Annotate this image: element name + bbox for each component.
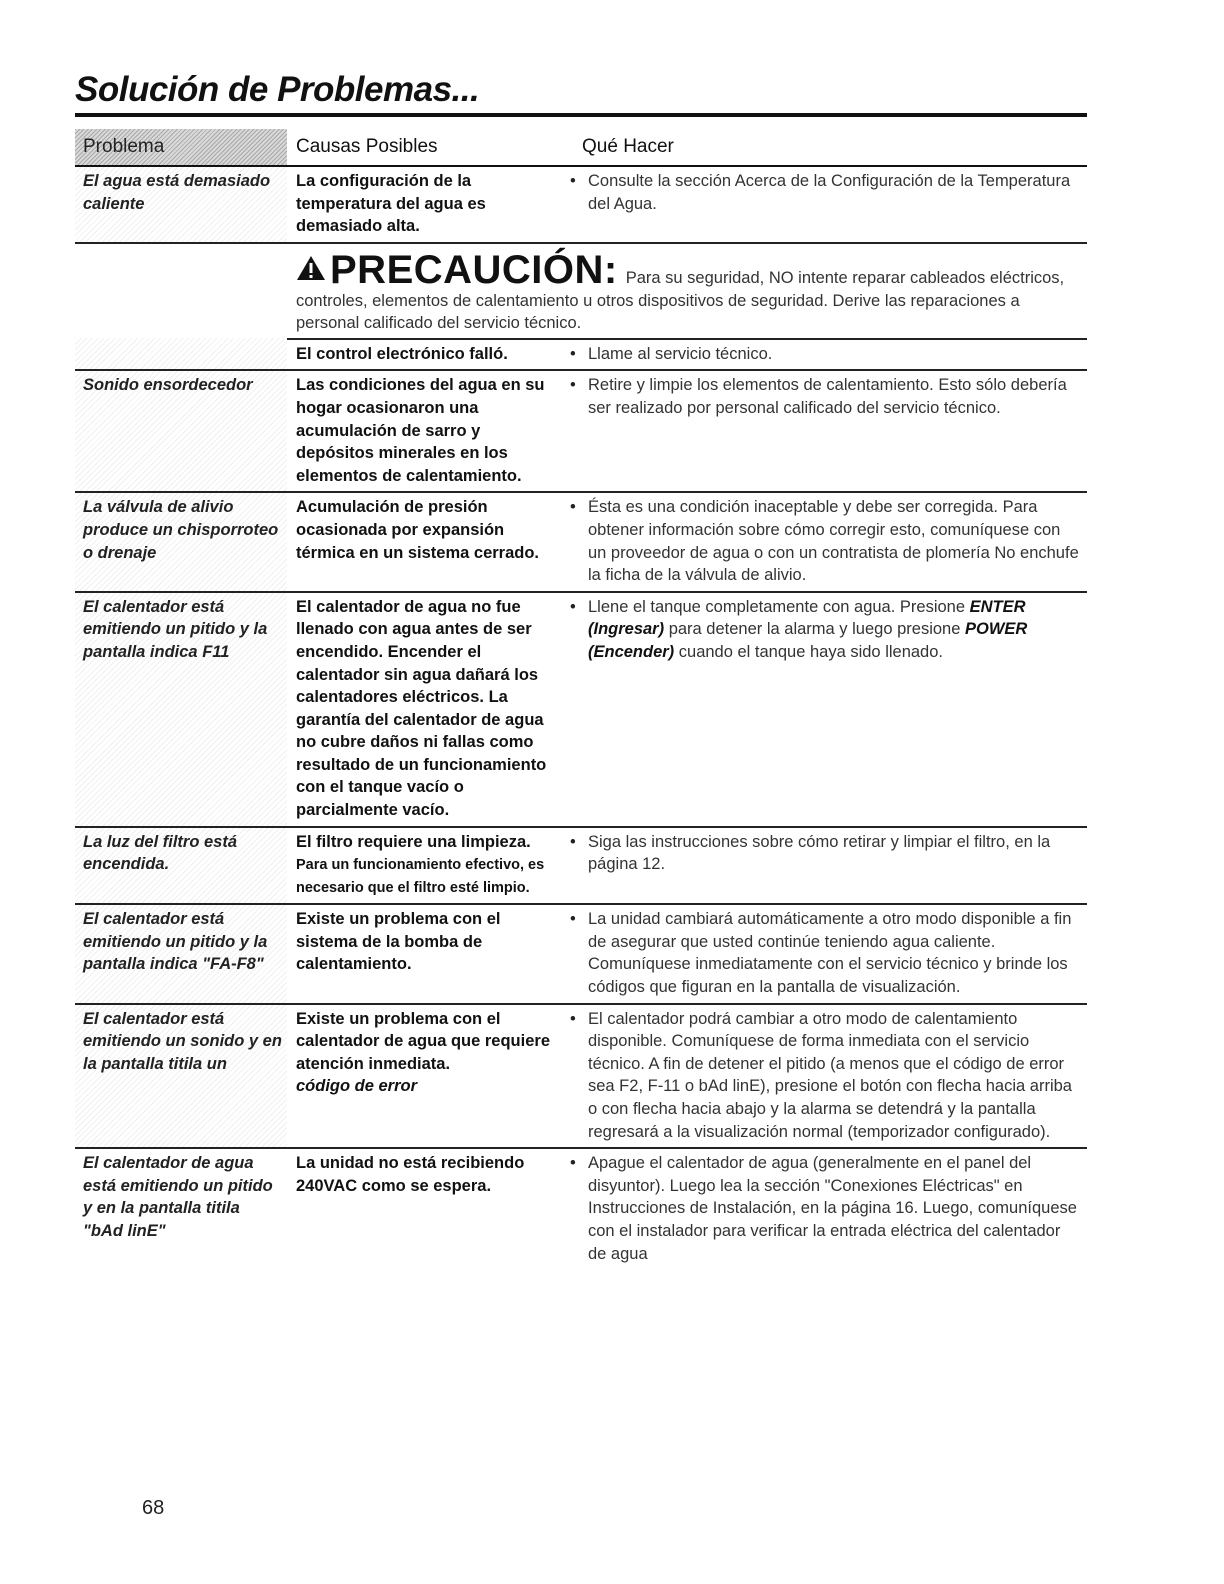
problem-cell: El calentador está emitiendo un pitido y la pantalla indica "FA-F8" [75, 905, 287, 1002]
todo-text: cuando el tanque haya sido llenado. [678, 642, 943, 661]
table-row [75, 828, 1087, 906]
title-rule [75, 113, 1087, 117]
problem-cell: El agua está demasiado caliente [75, 167, 287, 242]
row-body [287, 167, 1087, 242]
todo-cell: • El calentador podrá cambiar a otro modo de calentamiento disponible. Comuníquese de forma inmediata con el servicio técnico. A fin de detener el pitido (a menos que el código de error sea F2, F-11 o bAd linE), presione el botón con flecha hacia arriba o con flecha hacia abajo y la alarma se detendrá y la pantalla regresará a la visualización normal (temporizador configurado). [566, 1005, 1087, 1148]
warning-icon [296, 255, 326, 281]
problem-cell: La válvula de alivio produce un chisporroteo o drenaje [75, 493, 287, 590]
cause-note: Para un funcionamiento efectivo, es necesario que el filtro esté limpio. [296, 857, 545, 897]
cause-cell: Acumulación de presión ocasionada por expansión térmica en un sistema cerrado. [296, 498, 540, 562]
cause-cell: El control electrónico falló. [296, 344, 508, 363]
cause-cell: El calentador de agua no fue llenado con agua antes de ser encendido. Encender el calentador sin agua dañará los calentadores eléctricos. La garantía del calentador de agua no cubre daños ni fallas como resultado de un funcionamiento con el tanque vacío o parcialmente vacío. [296, 597, 547, 820]
sub-row [287, 340, 1087, 370]
page-number: 68 [142, 1497, 165, 1519]
caution-block [75, 242, 1087, 340]
todo-cell: • Llame al servicio técnico. [566, 340, 1087, 370]
caution-heading: PRECAUCIÓN: [330, 247, 618, 292]
todo-cell [566, 593, 1087, 826]
power-key-label: POWER (Encender) [588, 620, 1028, 661]
table-row [75, 167, 1087, 244]
table-header [75, 129, 1087, 167]
cause-cell [287, 1005, 566, 1148]
todo-cell: • Retire y limpie los elementos de calentamiento. Esto sólo debería ser realizado por personal calificado del servicio técnico. [566, 371, 1087, 491]
todo-text: Llene el tanque completamente con agua. Presione [588, 597, 966, 616]
header-todo: Qué Hacer [582, 136, 674, 157]
cause-cell: Las condiciones del agua en su hogar ocasionaron una acumulación de sarro y depósitos minerales en los elementos de calentamiento. [296, 376, 545, 485]
todo-cell: • Apague el calentador de agua (generalmente en el panel del disyuntor). Luego lea la sección "Conexiones Eléctricas" en Instrucciones de Instalación, en la página 16. Luego, comuníquese con el instalador para verificar la entrada eléctrica del calentador de agua [566, 1149, 1087, 1269]
problem-cell: La luz del filtro está encendida. [75, 828, 287, 904]
table-row [75, 593, 1087, 828]
todo-cell: • Ésta es una condición inaceptable y debe ser corregida. Para obtener información sobre cómo corregir esto, comuníquese con un proveedor de agua o con un contratista de plomería No enchufe la ficha de la válvula de alivio. [566, 493, 1087, 590]
table-row [75, 371, 1087, 493]
header-causes: Causas Posibles [296, 136, 438, 157]
cause-text: Existe un problema con el calentador de agua que requiere atención inmediata. [296, 1009, 550, 1073]
problem-cell: El calentador de agua está emitiendo un pitido y en la pantalla titila "bAd linE" [75, 1149, 287, 1269]
caution-text: Para su seguridad, NO intente reparar cableados eléctricos, controles, elementos de calentamiento u otros dispositivos de seguridad. Derive las reparaciones a personal calificado del servicio técnico. [296, 268, 1065, 332]
table-row [75, 338, 1087, 372]
cause-text: El filtro requiere una limpieza. [296, 832, 531, 851]
cause-cell: Existe un problema con el sistema de la bomba de calentamiento. [296, 910, 501, 974]
table-row [75, 493, 1087, 592]
problem-cell: El calentador está emitiendo un sonido y en la pantalla titila un [75, 1005, 287, 1148]
row-body [287, 338, 1087, 370]
troubleshooting-table [75, 129, 1087, 1269]
header-problem: Problema [75, 129, 287, 165]
enter-key-label: ENTER (Ingresar) [588, 597, 1026, 639]
cause-cell: La unidad no está recibiendo 240VAC como se espera. [296, 1154, 525, 1195]
todo-cell: • Siga las instrucciones sobre cómo retirar y limpiar el filtro, en la página 12. [566, 828, 1087, 904]
cause-italic: código de error [296, 1077, 418, 1096]
sub-row [287, 167, 1087, 242]
page-title: Solución de Problemas... [75, 70, 480, 109]
table-row [75, 1149, 1087, 1269]
todo-text: para detener la alarma y luego presione [668, 620, 961, 639]
todo-cell: • Consulte la sección Acerca de la Configuración de la Temperatura del Agua. [566, 167, 1087, 242]
problem-cell: El calentador está emitiendo un pitido y la pantalla indica F11 [75, 593, 287, 826]
problem-cell: Sonido ensordecedor [75, 371, 287, 491]
todo-cell: • La unidad cambiará automáticamente a otro modo disponible a fin de asegurar que usted continúe teniendo agua caliente. Comuníquese inmediatamente con el servicio técnico y brinde los códigos que figuran en la pantalla de visualización. [566, 905, 1087, 1002]
cause-cell [287, 828, 566, 904]
table-row [75, 1005, 1087, 1150]
problem-cell-continued [75, 338, 287, 370]
cause-cell: La configuración de la temperatura del agua es demasiado alta. [296, 172, 486, 236]
table-row [75, 905, 1087, 1004]
